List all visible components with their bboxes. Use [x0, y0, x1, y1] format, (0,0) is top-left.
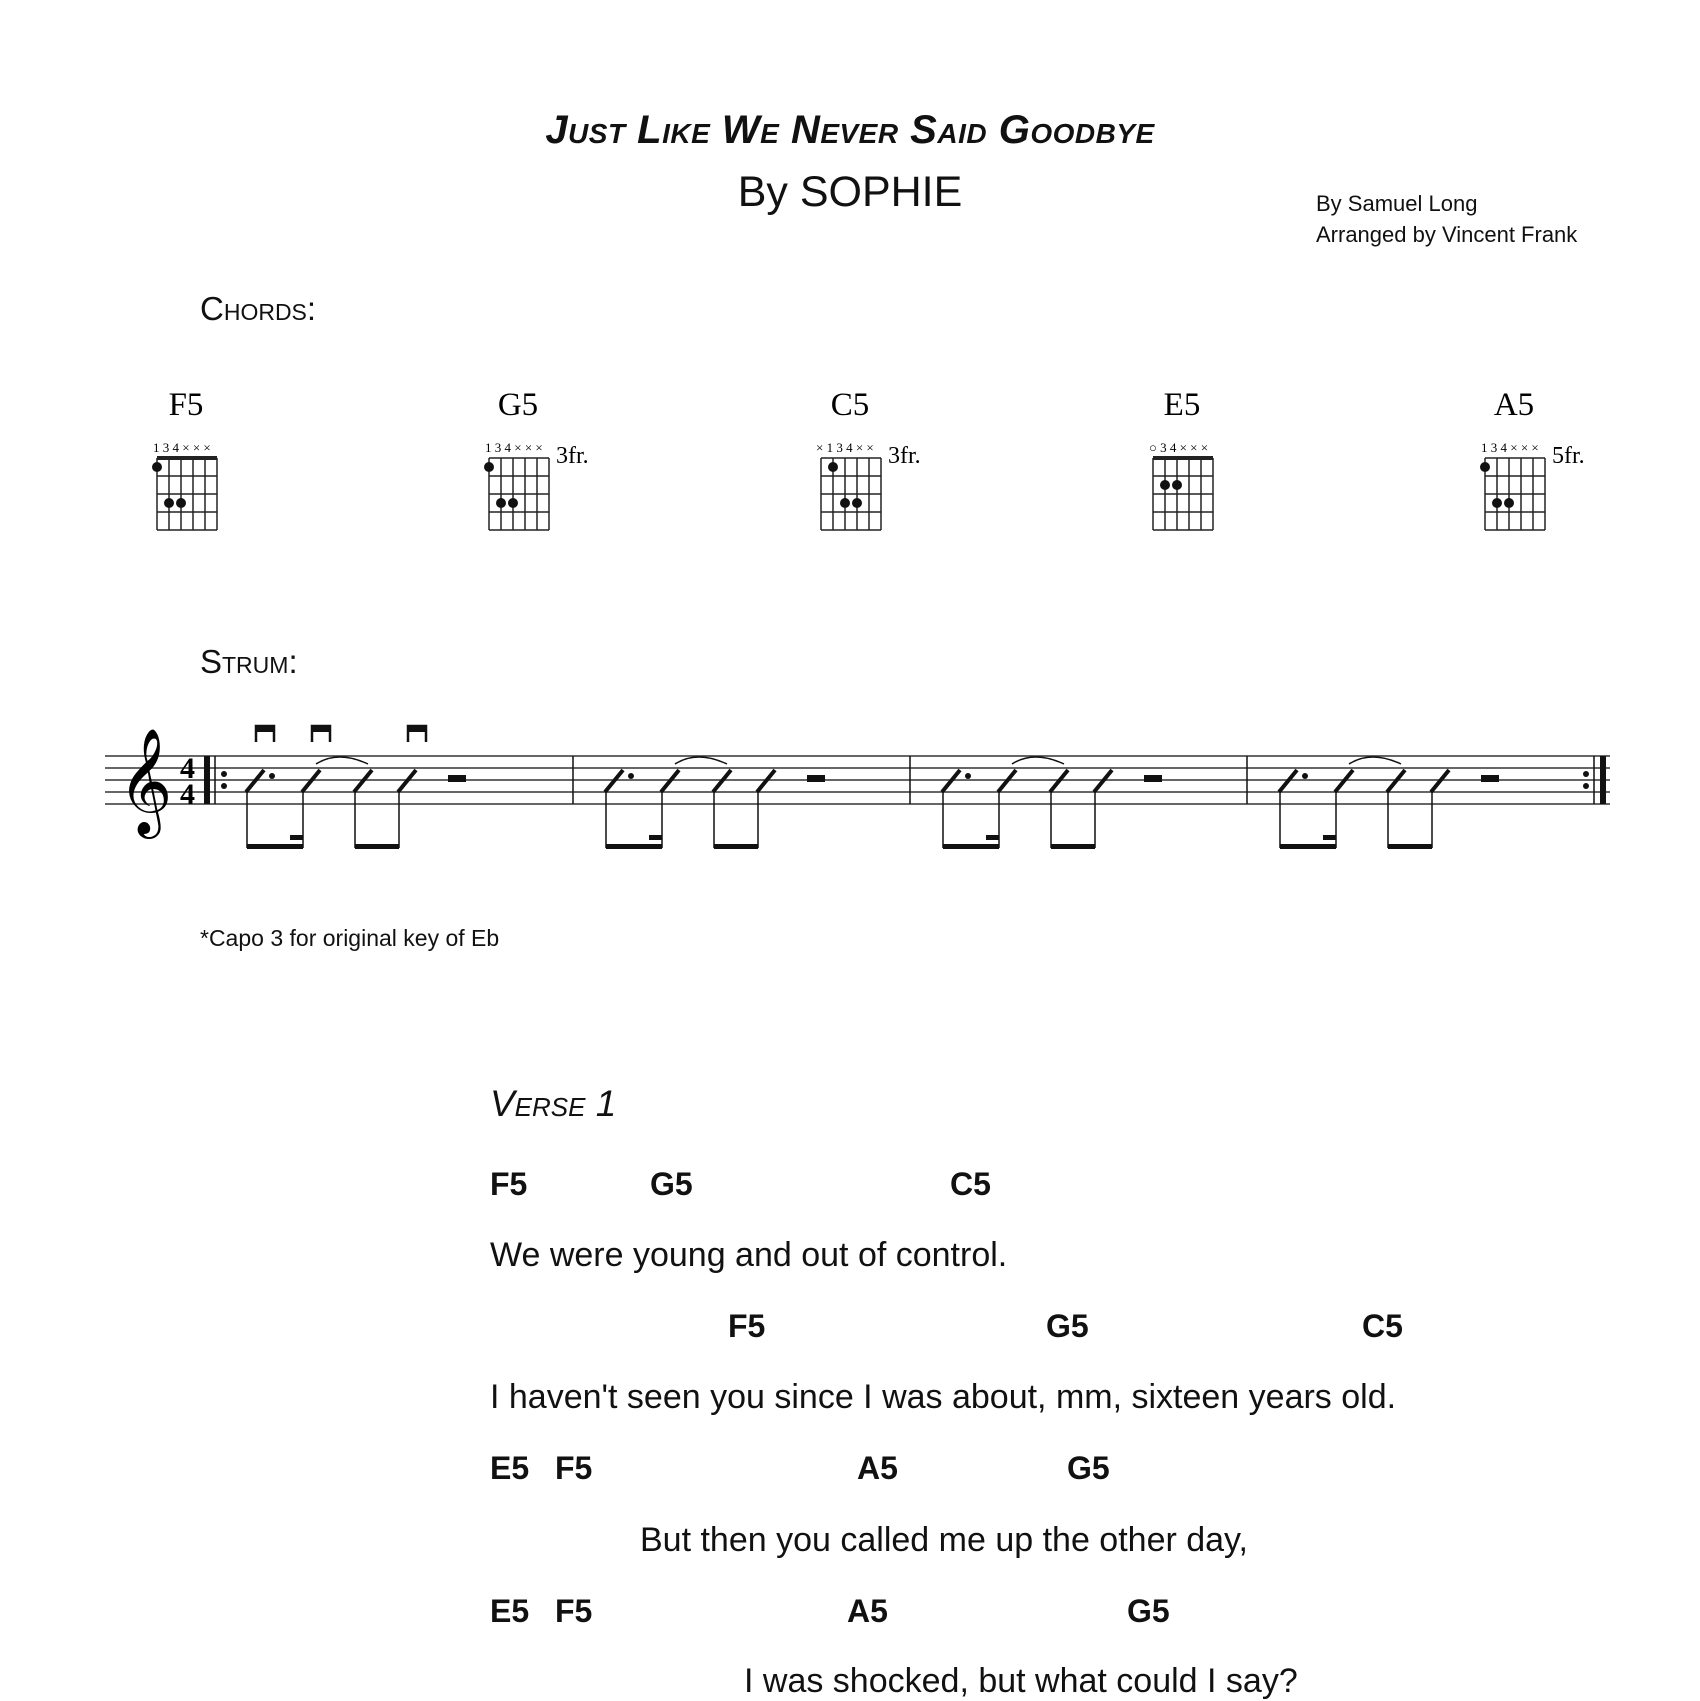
lyric-line-4: I was shocked, but what could I say?: [744, 1662, 1298, 1700]
downstroke-bar: [312, 726, 330, 732]
slash-notehead: [302, 770, 320, 792]
chord-symbol: E5: [490, 1450, 530, 1486]
chord-name-e5: E5: [1163, 390, 1201, 423]
strum-label: Strum:: [200, 643, 298, 680]
lyric-line-3: But then you called me up the other day,: [640, 1521, 1248, 1559]
lyric-line-2: I haven't seen you since I was about, mm, sixteen years old.: [490, 1378, 1397, 1416]
chord-fingering-e5: ○ 3 4 × × ×: [1149, 440, 1209, 455]
chord-name-c5: C5: [830, 390, 870, 423]
chord-symbol: A5: [847, 1593, 888, 1629]
chord-symbol: C5: [950, 1166, 991, 1202]
sixteenth-beam: [986, 835, 999, 840]
chord-symbol: F5: [555, 1593, 593, 1629]
slash-notehead: [757, 770, 775, 792]
slash-notehead: [1094, 770, 1112, 792]
augmentation-dot: [965, 773, 971, 779]
strum-measures: [246, 726, 1499, 849]
chord-fingering-a5: 1 3 4 × × ×: [1481, 440, 1539, 455]
slash-notehead: [661, 770, 679, 792]
beam: [247, 844, 303, 849]
chord-diagram-f5: [152, 390, 217, 530]
chord-symbol: G5: [1067, 1450, 1110, 1486]
chord-fret-a5: 5fr.: [1552, 443, 1585, 469]
slash-notehead: [942, 770, 960, 792]
slash-notehead: [998, 770, 1016, 792]
chord-fret-c5: 3fr.: [888, 443, 921, 469]
beam: [1280, 844, 1336, 849]
verse-title: Verse 1: [490, 1083, 617, 1124]
chord-fingering-c5: × 1 3 4 × ×: [816, 440, 874, 455]
slash-notehead: [354, 770, 372, 792]
time-signature: [180, 752, 195, 811]
arranger-credit: Arranged by Vincent Frank: [1316, 222, 1578, 247]
downstroke-bar: [256, 726, 274, 732]
artist-subtitle: By SOPHIE: [737, 168, 963, 216]
chord-fingering-f5: 1 3 4 × × ×: [153, 440, 211, 455]
slash-notehead: [1335, 770, 1353, 792]
chord-symbol: F5: [728, 1308, 766, 1344]
sixteenth-beam: [290, 835, 303, 840]
augmentation-dot: [269, 773, 275, 779]
chord-line-4: [490, 1593, 1490, 1633]
tie: [316, 757, 368, 764]
slash-notehead: [605, 770, 623, 792]
slash-notehead: [398, 770, 416, 792]
half-rest: [807, 775, 825, 782]
half-rest: [1481, 775, 1499, 782]
credits: [1316, 188, 1577, 250]
slash-notehead: [1387, 770, 1405, 792]
chord-symbol: E5: [490, 1593, 530, 1629]
chord-name-g5: G5: [497, 390, 539, 423]
tie: [1012, 757, 1064, 764]
lyric-line-1: We were young and out of control.: [490, 1236, 1008, 1274]
song-title: Just Like We Never Said Goodbye: [545, 108, 1155, 152]
beam: [606, 844, 662, 849]
chord-name-f5: F5: [168, 390, 204, 423]
staff-lines: [105, 756, 1610, 804]
chord-symbol: G5: [1046, 1308, 1089, 1344]
composer-credit: By Samuel Long: [1316, 191, 1478, 216]
chord-diagram-a5: [1480, 390, 1585, 530]
chord-name-a5: A5: [1493, 390, 1535, 423]
beam: [355, 844, 399, 849]
chord-line-1: [490, 1166, 1490, 1206]
chord-line-3: [490, 1450, 1490, 1490]
beam: [943, 844, 999, 849]
strum-staff: [100, 720, 1620, 870]
capo-note: *Capo 3 for original key of Eb: [200, 925, 500, 951]
slash-notehead: [1279, 770, 1297, 792]
half-rest: [1144, 775, 1162, 782]
treble-clef-icon: 𝄞: [118, 730, 173, 832]
chord-diagram-g5: [484, 390, 589, 530]
sixteenth-beam: [1323, 835, 1336, 840]
svg-text:4: 4: [180, 778, 195, 811]
chord-symbol: G5: [650, 1166, 693, 1202]
slash-notehead: [1050, 770, 1068, 792]
chord-diagram-c5: [816, 390, 921, 530]
beam: [1051, 844, 1095, 849]
tie: [675, 757, 727, 764]
sixteenth-beam: [649, 835, 662, 840]
beam: [714, 844, 758, 849]
chord-symbol: C5: [1362, 1308, 1403, 1344]
chord-symbol: A5: [857, 1450, 898, 1486]
chord-symbol: G5: [1127, 1593, 1170, 1629]
tie: [1349, 757, 1401, 764]
chord-fret-g5: 3fr.: [556, 443, 589, 469]
augmentation-dot: [1302, 773, 1308, 779]
slash-notehead: [246, 770, 264, 792]
augmentation-dot: [628, 773, 634, 779]
half-rest: [448, 775, 466, 782]
chord-symbol: F5: [490, 1166, 528, 1202]
svg-text:4: 4: [180, 752, 195, 785]
downstroke-bar: [408, 726, 426, 732]
slash-notehead: [1431, 770, 1449, 792]
beam: [1388, 844, 1432, 849]
chord-diagrams: [140, 390, 1620, 540]
chord-diagram-e5: [1149, 390, 1213, 530]
chord-line-2: [490, 1308, 1490, 1348]
chords-label: Chords:: [200, 290, 317, 327]
chord-symbol: F5: [555, 1450, 593, 1486]
slash-notehead: [713, 770, 731, 792]
chord-fingering-g5: 1 3 4 × × ×: [485, 440, 543, 455]
